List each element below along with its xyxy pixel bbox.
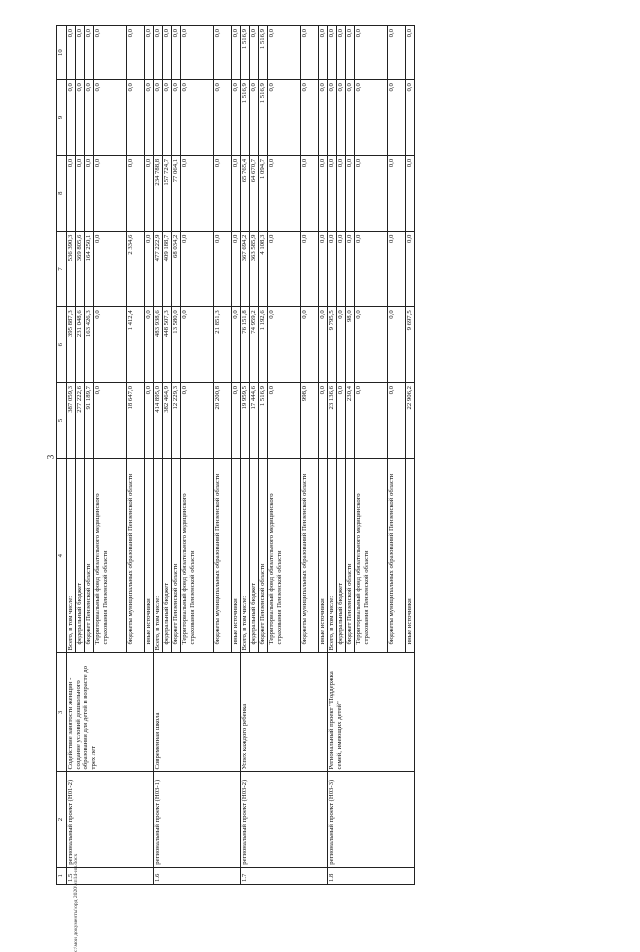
amount-cell: 0,0 — [145, 26, 154, 80]
amount-cell: 0,0 — [76, 26, 85, 80]
amount-cell: 1 516,9 — [259, 26, 268, 80]
amount-cell: 0,0 — [94, 307, 127, 383]
amount-cell: 0,0 — [346, 231, 355, 307]
amount-cell: 0,0 — [67, 26, 76, 80]
amount-cell: 0,0 — [181, 383, 214, 459]
table-row — [241, 26, 250, 885]
amount-cell: 0,0 — [214, 231, 232, 307]
project-code: региональный проект (Н03-1) — [154, 772, 241, 867]
header-cell: 4 — [57, 458, 67, 653]
amount-cell: 448 507,3 — [163, 307, 172, 383]
amount-cell: 0,0 — [145, 307, 154, 383]
amount-cell: 20 200,8 — [214, 383, 232, 459]
amount-cell: 230,4 — [346, 383, 355, 459]
amount-cell: 0,0 — [127, 26, 145, 80]
amount-cell: 2 334,6 — [127, 231, 145, 307]
amount-cell: 369 805,6 — [76, 231, 85, 307]
amount-cell: 0,0 — [127, 155, 145, 231]
amount-cell: 0,0 — [406, 26, 415, 80]
amount-cell: 0,0 — [154, 26, 163, 80]
project-description: Современная школа — [154, 653, 241, 772]
amount-cell: 13 580,0 — [172, 307, 181, 383]
amount-cell: 0,0 — [337, 155, 346, 231]
header-cell: 7 — [57, 231, 67, 307]
amount-cell: 0,0 — [388, 383, 406, 459]
amount-cell: 0,0 — [337, 383, 346, 459]
amount-cell: 387 059,3 — [67, 383, 76, 459]
table-row — [154, 26, 163, 885]
funding-source: бюджет Пензенской области — [346, 458, 355, 653]
amount-cell: 0,0 — [154, 80, 163, 156]
amount-cell: 9 697,5 — [406, 307, 415, 383]
amount-cell: 0,0 — [337, 26, 346, 80]
amount-cell: 0,0 — [232, 383, 241, 459]
funding-source: федеральный бюджет — [250, 458, 259, 653]
row-number: 1.7 — [241, 867, 328, 884]
amount-cell: 0,0 — [214, 26, 232, 80]
amount-cell: 9 795,5 — [328, 307, 337, 383]
funding-source: Всего, в том числе: — [154, 458, 163, 653]
amount-cell: 91 189,7 — [85, 383, 94, 459]
amount-cell: 0,0 — [268, 80, 301, 156]
project-code: региональный проект (Н01-2) — [67, 772, 154, 867]
amount-cell: 0,0 — [268, 231, 301, 307]
amount-cell: 998,0 — [301, 383, 319, 459]
amount-cell: 1 516,9 — [259, 383, 268, 459]
header-cell: 10 — [57, 26, 67, 80]
amount-cell: 483 938,6 — [154, 307, 163, 383]
amount-cell: 22 906,2 — [406, 383, 415, 459]
amount-cell: 0,0 — [328, 155, 337, 231]
funding-source: Территориальный фонд обязательного медицинского страхования Пензенской области — [268, 458, 301, 653]
amount-cell: 0,0 — [214, 80, 232, 156]
amount-cell: 0,0 — [301, 307, 319, 383]
amount-cell: 0,0 — [301, 26, 319, 80]
amount-cell: 0,0 — [388, 80, 406, 156]
amount-cell: 18 647,0 — [127, 383, 145, 459]
row-number: 1.6 — [154, 867, 241, 884]
amount-cell: 0,0 — [145, 231, 154, 307]
funding-source: иные источники — [145, 458, 154, 653]
amount-cell: 164 250,1 — [85, 231, 94, 307]
amount-cell: 0,0 — [301, 155, 319, 231]
amount-cell: 0,0 — [181, 231, 214, 307]
amount-cell: 0,0 — [163, 80, 172, 156]
funding-source: иные источники — [319, 458, 328, 653]
amount-cell: 0,0 — [94, 383, 127, 459]
amount-cell: 0,0 — [406, 231, 415, 307]
amount-cell: 0,0 — [85, 80, 94, 156]
amount-cell: 0,0 — [346, 155, 355, 231]
amount-cell: 0,0 — [214, 155, 232, 231]
amount-cell: 0,0 — [337, 80, 346, 156]
funding-source: бюджет Пензенской области — [85, 458, 94, 653]
header-cell: 1 — [57, 867, 67, 884]
amount-cell: 0,0 — [232, 307, 241, 383]
amount-cell: 0,0 — [127, 80, 145, 156]
amount-cell: 0,0 — [232, 155, 241, 231]
amount-cell: 0,0 — [337, 231, 346, 307]
amount-cell: 0,0 — [181, 307, 214, 383]
amount-cell: 0,0 — [250, 80, 259, 156]
amount-cell: 68 034,2 — [172, 231, 181, 307]
header-cell: 6 — [57, 307, 67, 383]
amount-cell: 0,0 — [85, 26, 94, 80]
amount-cell: 0,0 — [145, 80, 154, 156]
amount-cell: 0,0 — [181, 155, 214, 231]
amount-cell: 0,0 — [388, 155, 406, 231]
amount-cell: 0,0 — [319, 26, 328, 80]
amount-cell: 0,0 — [301, 231, 319, 307]
funding-source: Территориальный фонд обязательного медицинского страхования Пензенской области — [181, 458, 214, 653]
amount-cell: 0,0 — [94, 231, 127, 307]
amount-cell: 76 151,8 — [241, 307, 250, 383]
amount-cell: 0,0 — [355, 26, 388, 80]
amount-cell: 65 765,4 — [241, 155, 250, 231]
amount-cell: 477 222,9 — [154, 231, 163, 307]
amount-cell: 19 959,5 — [241, 383, 250, 459]
amount-cell: 414 895,0 — [154, 383, 163, 459]
amount-cell: 0,0 — [94, 155, 127, 231]
amount-cell: 0,0 — [328, 231, 337, 307]
amount-cell: 0,0 — [355, 155, 388, 231]
amount-cell: 74 959,2 — [250, 307, 259, 383]
amount-cell: 1 094,7 — [259, 155, 268, 231]
funding-source: иные источники — [406, 458, 415, 653]
amount-cell: 0,0 — [172, 80, 181, 156]
amount-cell: 17 444,6 — [250, 383, 259, 459]
amount-cell: 163 426,3 — [85, 307, 94, 383]
funding-source: бюджет Пензенской области — [259, 458, 268, 653]
funding-table — [56, 25, 415, 885]
amount-cell: 21 851,3 — [214, 307, 232, 383]
header-cell: 2 — [57, 772, 67, 867]
project-description: Содействие занятости женщин - создание условий дошкольного образования для детей в возрасте до трех лет — [67, 653, 154, 772]
amount-cell: 0,0 — [355, 80, 388, 156]
amount-cell: 157 724,7 — [163, 155, 172, 231]
amount-cell: 409 188,7 — [163, 231, 172, 307]
funding-source: бюджеты муниципальных образований Пензенской области — [388, 458, 406, 653]
funding-source: федеральный бюджет — [76, 458, 85, 653]
funding-source: Территориальный фонд обязательного медицинского страхования Пензенской области — [94, 458, 127, 653]
funding-source: бюджеты муниципальных образований Пензенской области — [127, 458, 145, 653]
amount-cell: 0,0 — [94, 80, 127, 156]
funding-source: Всего, в том числе: — [241, 458, 250, 653]
funding-source: Всего, в том числе: — [67, 458, 76, 653]
amount-cell: 0,0 — [268, 155, 301, 231]
amount-cell: 0,0 — [388, 26, 406, 80]
amount-cell: 382 464,9 — [163, 383, 172, 459]
row-number: 1.5 — [67, 867, 154, 884]
project-description: Успех каждого ребенка — [241, 653, 328, 772]
amount-cell: 0,0 — [355, 383, 388, 459]
page-number: 3 — [45, 454, 56, 460]
project-code: региональный проект (Н03-3) — [328, 772, 415, 867]
funding-source: Всего, в том числе: — [328, 458, 337, 653]
amount-cell: 1 516,9 — [259, 80, 268, 156]
amount-cell: 1 516,9 — [241, 26, 250, 80]
header-cell: 5 — [57, 383, 67, 459]
amount-cell: 0,0 — [319, 383, 328, 459]
amount-cell: 0,0 — [319, 307, 328, 383]
funding-source: федеральный бюджет — [337, 458, 346, 653]
funding-source: иные источники — [232, 458, 241, 653]
amount-cell: 0,0 — [145, 383, 154, 459]
amount-cell: 12 229,3 — [172, 383, 181, 459]
funding-source: Территориальный фонд обязательного медицинского страхования Пензенской области — [355, 458, 388, 653]
amount-cell: 0,0 — [301, 80, 319, 156]
amount-cell: 0,0 — [67, 80, 76, 156]
amount-cell: 0,0 — [85, 155, 94, 231]
table-row — [67, 26, 76, 885]
amount-cell: 0,0 — [406, 80, 415, 156]
row-number: 1.8 — [328, 867, 415, 884]
amount-cell: 0,0 — [76, 155, 85, 231]
funding-source: бюджеты муниципальных образований Пензенской области — [301, 458, 319, 653]
amount-cell: 0,0 — [94, 26, 127, 80]
amount-cell: 0,0 — [145, 155, 154, 231]
file-path-footer: c:\мои документы\орд 2020\ип14-ип.docx — [73, 853, 79, 952]
table-row — [328, 26, 337, 885]
funding-source: бюджет Пензенской области — [172, 458, 181, 653]
amount-cell: 23 136,6 — [328, 383, 337, 459]
header-cell: 8 — [57, 155, 67, 231]
funding-source: федеральный бюджет — [163, 458, 172, 653]
amount-cell: 231 048,6 — [76, 307, 85, 383]
amount-cell: 0,0 — [337, 307, 346, 383]
header-cell: 3 — [57, 653, 67, 772]
amount-cell: 363 585,9 — [250, 231, 259, 307]
amount-cell: 0,0 — [76, 80, 85, 156]
amount-cell: 0,0 — [355, 231, 388, 307]
amount-cell: 0,0 — [319, 155, 328, 231]
header-row — [57, 26, 67, 885]
amount-cell: 0,0 — [250, 26, 259, 80]
amount-cell: 0,0 — [268, 383, 301, 459]
amount-cell: 1 192,6 — [259, 307, 268, 383]
amount-cell: 0,0 — [328, 80, 337, 156]
amount-cell: 0,0 — [181, 80, 214, 156]
amount-cell: 64 670,7 — [250, 155, 259, 231]
amount-cell: 0,0 — [163, 26, 172, 80]
amount-cell: 0,0 — [268, 26, 301, 80]
amount-cell: 0,0 — [319, 231, 328, 307]
amount-cell: 0,0 — [346, 80, 355, 156]
amount-cell: 277 222,6 — [76, 383, 85, 459]
project-code: региональный проект (Н03-2) — [241, 772, 328, 867]
amount-cell: 0,0 — [172, 26, 181, 80]
amount-cell: 367 694,2 — [241, 231, 250, 307]
amount-cell: 0,0 — [388, 231, 406, 307]
amount-cell: 395 887,3 — [67, 307, 76, 383]
amount-cell: 0,0 — [406, 155, 415, 231]
funding-source: бюджеты муниципальных образований Пензенской области — [214, 458, 232, 653]
amount-cell: 98,0 — [346, 307, 355, 383]
amount-cell: 0,0 — [181, 26, 214, 80]
rotated-table-wrapper — [56, 25, 584, 885]
project-description: Региональный проект "Поддержка семей, имеющих детей" — [328, 653, 415, 772]
amount-cell: 234 788,8 — [154, 155, 163, 231]
amount-cell: 77 064,1 — [172, 155, 181, 231]
amount-cell: 0,0 — [232, 80, 241, 156]
amount-cell: 0,0 — [67, 155, 76, 231]
amount-cell: 1 412,4 — [127, 307, 145, 383]
amount-cell: 536 390,3 — [67, 231, 76, 307]
amount-cell: 0,0 — [232, 26, 241, 80]
amount-cell: 0,0 — [328, 26, 337, 80]
amount-cell: 0,0 — [388, 307, 406, 383]
amount-cell: 0,0 — [319, 80, 328, 156]
amount-cell: 1 516,9 — [241, 80, 250, 156]
header-cell: 9 — [57, 80, 67, 156]
amount-cell: 0,0 — [268, 307, 301, 383]
amount-cell: 0,0 — [346, 26, 355, 80]
amount-cell: 4 108,3 — [259, 231, 268, 307]
amount-cell: 0,0 — [232, 231, 241, 307]
amount-cell: 0,0 — [355, 307, 388, 383]
